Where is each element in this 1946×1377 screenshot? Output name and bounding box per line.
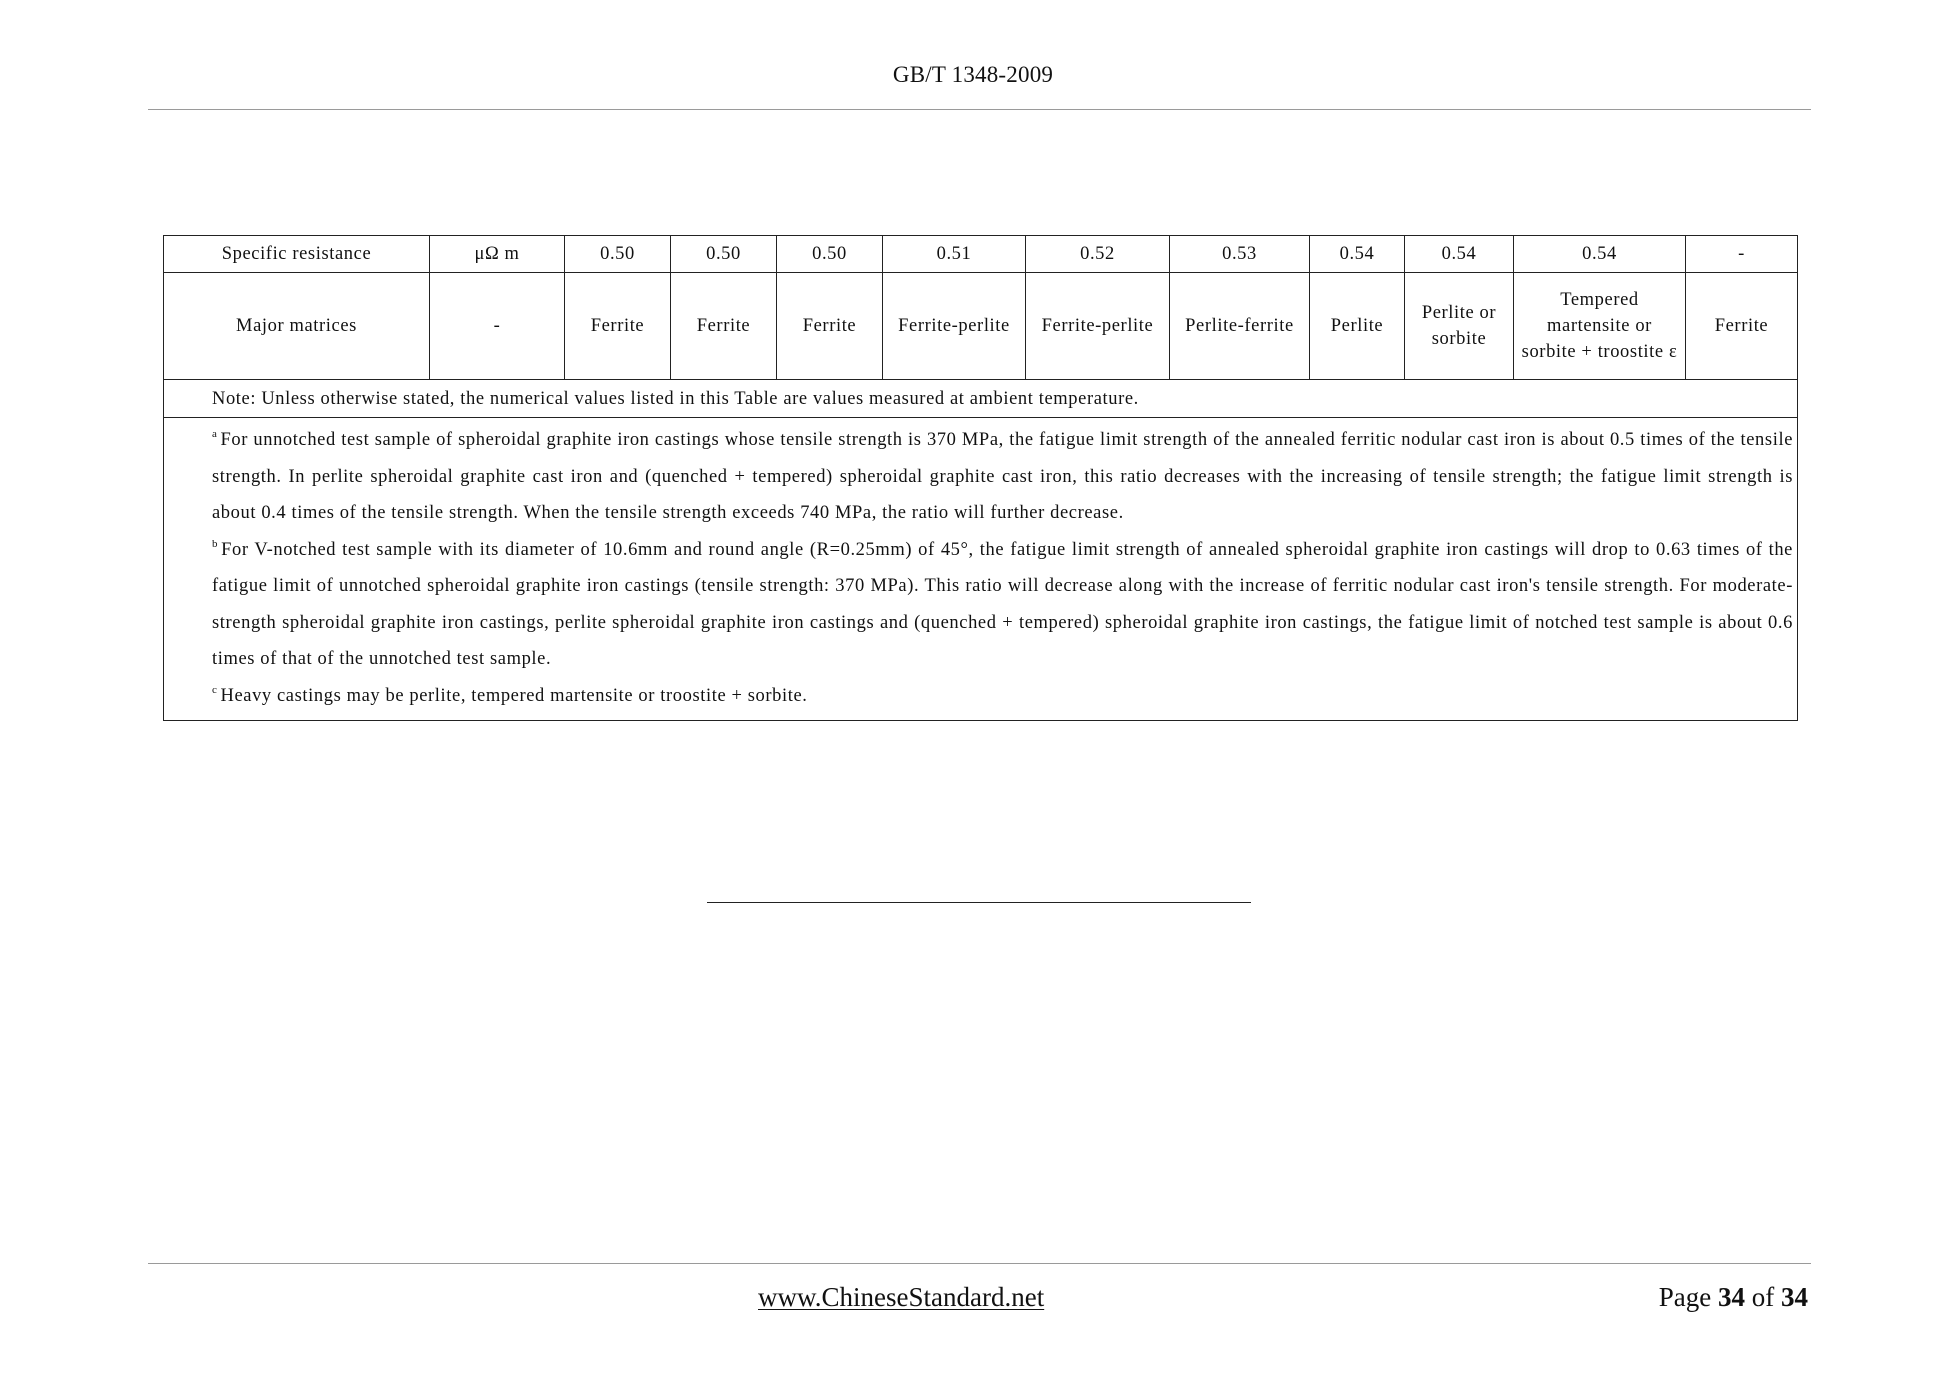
value-cell: Ferrite-perlite (883, 273, 1026, 380)
unit-cell: - (430, 273, 565, 380)
table-footnotes-row (164, 418, 1798, 721)
value-cell: 0.52 (1026, 236, 1170, 273)
table-row-major-matrices (164, 273, 1798, 380)
value-cell: Perlite or sorbite (1405, 273, 1514, 380)
value-cell: 0.50 (671, 236, 777, 273)
footnote-marker: c (212, 683, 218, 696)
unit-cell: μΩ m (430, 236, 565, 273)
value-cell: - (1686, 236, 1798, 273)
page-word: Page (1658, 1282, 1712, 1312)
value-cell: Perlite (1310, 273, 1405, 380)
page-number (1659, 1282, 1808, 1313)
footnote-a (212, 422, 1793, 532)
value-cell: Perlite-ferrite (1170, 273, 1310, 380)
footer-divider (148, 1263, 1811, 1264)
value-cell: Ferrite (1686, 273, 1798, 380)
value-cell: Ferrite (565, 273, 671, 380)
table-note-row (164, 380, 1798, 418)
footnote-c (212, 678, 1793, 715)
value-cell: Ferrite (671, 273, 777, 380)
end-of-document-rule (707, 902, 1251, 903)
value-cell: 0.54 (1514, 236, 1686, 273)
value-cell: Ferrite-perlite (1026, 273, 1170, 380)
table-row-specific-resistance (164, 236, 1798, 273)
footnote-text: For unnotched test sample of spheroidal graphite iron castings whose tensile strength is 370 MPa, the fatigue limit strength of the annealed ferritic nodular cast iron is about 0.5 times of the tensile strength. In perlite spheroidal graphite cast iron and (quenched + tempered) spheroidal graphite cast iron, this ratio decreases with the increasing of tensile strength; the fatigue limit strength is about 0.4 times of the tensile strength. When the tensile strength exceeds 740 MPa, the ratio will further decrease. (212, 430, 1793, 523)
footnote-text: Heavy castings may be perlite, tempered martensite or troostite + sorbite. (220, 685, 808, 706)
value-cell: 0.54 (1310, 236, 1405, 273)
value-cell: 0.54 (1405, 236, 1514, 273)
value-cell: Ferrite (777, 273, 883, 380)
page-current: 34 (1718, 1282, 1745, 1312)
footnote-text: For V-notched test sample with its diameter of 10.6mm and round angle (R=0.25mm) of 45°, the fatigue limit strength of annealed spheroidal graphite iron castings will drop to 0.63 times of the fatigue limit of unnotched spheroidal graphite iron castings (tensile strength: 370 MPa). This ratio will decrease along with the increase of ferritic nodular cast iron's tensile strength. For moderate-strength spheroidal graphite iron castings, perlite spheroidal graphite iron castings and (quenched + tempered) spheroidal graphite iron castings, the fatigue limit of notched test sample is about 0.6 times of that of the unnotched test sample. (212, 539, 1793, 669)
row-label: Major matrices (164, 273, 430, 380)
website-link[interactable]: www.ChineseStandard.net (758, 1282, 1045, 1312)
page-total: 34 (1781, 1282, 1808, 1312)
of-word: of (1751, 1282, 1775, 1312)
footnotes-cell (164, 418, 1798, 721)
value-cell: 0.51 (883, 236, 1026, 273)
document-header-title: GB/T 1348-2009 (892, 62, 1054, 87)
value-cell: 0.53 (1170, 236, 1310, 273)
footnote-b (212, 532, 1793, 678)
row-label: Specific resistance (164, 236, 430, 273)
value-cell: Tempered martensite or sorbite + troostite ε (1514, 273, 1686, 380)
footnote-marker: b (212, 537, 219, 550)
value-cell: 0.50 (777, 236, 883, 273)
footnote-marker: a (212, 428, 218, 440)
header-divider (148, 109, 1811, 110)
value-cell: 0.50 (565, 236, 671, 273)
properties-table (163, 235, 1798, 721)
table-note: Note: Unless otherwise stated, the numerical values listed in this Table are values measured at ambient temperature. (164, 380, 1798, 418)
